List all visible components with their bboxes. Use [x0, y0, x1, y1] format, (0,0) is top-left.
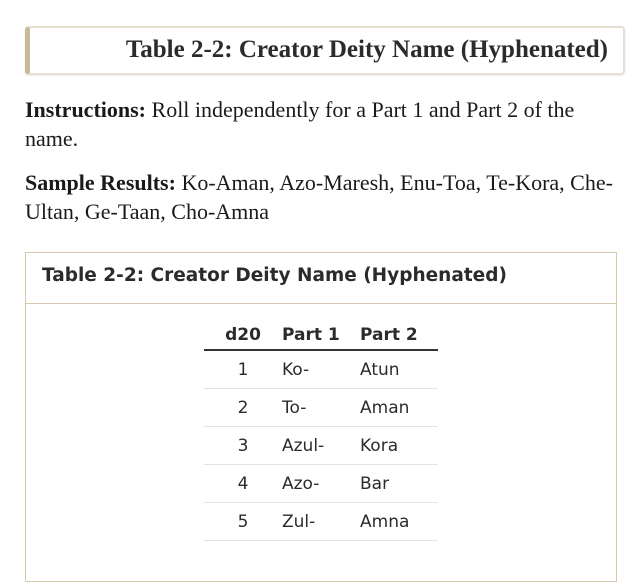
instructions-label: Instructions: — [25, 97, 147, 122]
roll-cell: 5 — [204, 503, 282, 541]
part-1-cell: Zul- — [282, 503, 360, 541]
part-2-cell: Amna — [360, 503, 438, 541]
section-heading-title: Table 2-2: Creator Deity Name (Hyphenated) — [125, 36, 608, 63]
sample-results-label: Sample Results: — [25, 170, 176, 195]
roll-table — [204, 321, 438, 541]
part-1-cell: Azul- — [282, 427, 360, 465]
part-2-cell: Atun — [360, 350, 438, 389]
part-2-cell: Bar — [360, 465, 438, 503]
column-header-d20: d20 — [204, 321, 282, 350]
part-1-cell: To- — [282, 389, 360, 427]
table-row — [204, 389, 438, 427]
part-1-cell: Azo- — [282, 465, 360, 503]
roll-table-title: Table 2-2: Creator Deity Name (Hyphenated) — [26, 253, 616, 304]
roll-cell: 3 — [204, 427, 282, 465]
roll-table-card — [25, 252, 617, 582]
table-row — [204, 465, 438, 503]
instructions-paragraph — [25, 95, 625, 153]
table-row — [204, 427, 438, 465]
table-row — [204, 503, 438, 541]
part-2-cell: Aman — [360, 389, 438, 427]
part-1-cell: Ko- — [282, 350, 360, 389]
instructions-text: Roll independently for a Part 1 and Part 2 of the name. — [25, 97, 575, 151]
table-row — [204, 350, 438, 389]
part-2-cell: Kora — [360, 427, 438, 465]
column-header-part-2: Part 2 — [360, 321, 438, 350]
sample-results-paragraph — [25, 168, 625, 226]
sample-results-text: Ko-Aman, Azo-Maresh, Enu-Toa, Te-Kora, Che-Ultan, Ge-Taan, Cho-Amna — [25, 170, 613, 224]
column-header-part-1: Part 1 — [282, 321, 360, 350]
section-heading-box — [25, 26, 625, 75]
table-header-row — [204, 321, 438, 350]
roll-cell: 4 — [204, 465, 282, 503]
roll-cell: 2 — [204, 389, 282, 427]
roll-cell: 1 — [204, 350, 282, 389]
